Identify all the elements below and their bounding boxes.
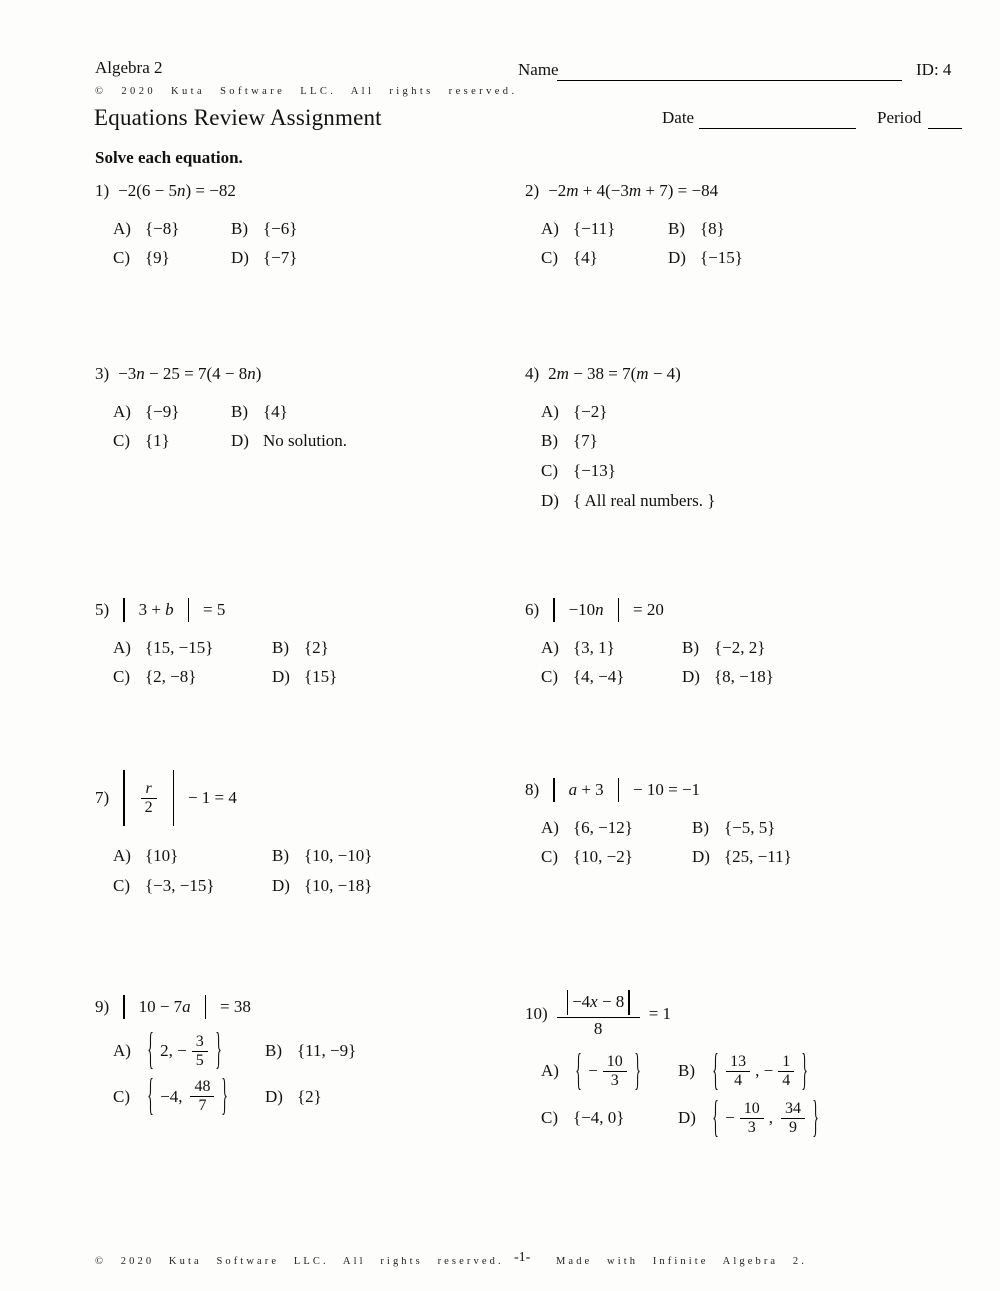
option-a: A) { − $\frac{10}{3}$ }: [541, 1053, 678, 1090]
page-title: Equations Review Assignment: [94, 105, 382, 130]
close-brace: }: [633, 1046, 641, 1096]
equation-text: −2(6 − 5n) = −82: [118, 181, 236, 200]
equation-suffix: = 1: [648, 1004, 672, 1024]
options: [541, 636, 775, 690]
problem-3-equation: [95, 362, 348, 387]
fraction: $\frac{13}{4}$: [726, 1053, 750, 1090]
problem-2: [525, 179, 744, 271]
option-d: D) { All real numbers. }: [541, 490, 716, 510]
option-d: D) {15}: [272, 667, 338, 687]
option-b: B) {−5, 5}: [692, 817, 776, 837]
period-line: [928, 106, 962, 129]
option-d: D) {−15}: [668, 248, 743, 268]
option-d: D) {−7}: [231, 248, 298, 268]
date-line: [699, 106, 856, 129]
equation-text: −2m + 4(−3m + 7) = −84: [548, 181, 719, 200]
footer-copyright: © 2020 Kuta Software LLC. All rights reserved.: [95, 1256, 504, 1267]
option-d: D) {10, −18}: [272, 875, 373, 895]
problem-number: 2): [525, 181, 540, 200]
equation-text: −10n: [568, 600, 604, 619]
problem-number: 1): [95, 181, 110, 200]
option-d: D) {8, −18}: [682, 667, 774, 687]
option-c: C) {−13}: [541, 460, 616, 480]
option-a: A) {10}: [113, 846, 179, 865]
option-b: B) {11, −9}: [265, 1040, 357, 1060]
options: [541, 217, 744, 271]
open-brace: {: [712, 1093, 719, 1143]
fraction: [141, 780, 157, 817]
problem-10: [525, 990, 822, 1143]
options: [113, 217, 298, 271]
option-a: A) {−8}: [113, 218, 180, 238]
fraction: $\frac{10}{3}$: [603, 1053, 627, 1090]
equation-text: 10 − 7a: [138, 997, 191, 1016]
problem-3: [95, 362, 348, 454]
problem-7-equation: [95, 770, 373, 826]
problem-number: 6): [525, 600, 540, 619]
abs-bar: [618, 778, 619, 802]
fraction: $\frac{1}{4}$: [778, 1053, 794, 1090]
option-c: C) {4, −4}: [541, 667, 625, 687]
fraction: $\frac{34}{9}$: [781, 1100, 805, 1137]
option-b: B) {10, −10}: [272, 846, 373, 865]
option-c: C) {2, −8}: [113, 667, 197, 687]
equation-text: 3 + b: [138, 600, 174, 619]
option-a: A) {−9}: [113, 401, 180, 421]
abs-bar: [553, 778, 554, 802]
problem-1-equation: [95, 179, 298, 204]
open-brace: {: [147, 1071, 154, 1121]
fraction: [557, 990, 640, 1039]
options: [541, 400, 716, 514]
problem-5-equation: [95, 598, 338, 623]
abs-bar: [173, 770, 174, 826]
problem-2-equation: [525, 179, 744, 204]
option-c: C) {−4, 0}: [541, 1108, 625, 1128]
numerator: r: [145, 779, 152, 797]
option-c: C) {−3, −15}: [113, 875, 215, 895]
page-number: -1-: [514, 1250, 531, 1265]
problem-5: [95, 598, 338, 690]
problem-7: [95, 770, 373, 898]
option-b: B) {−2, 2}: [682, 637, 766, 657]
option-d: D) No solution.: [231, 431, 348, 451]
option-c: C) {1}: [113, 431, 170, 451]
id-label: ID: 4: [916, 60, 952, 79]
abs-bar: [188, 598, 189, 622]
abs-bar: [205, 995, 206, 1019]
close-brace: }: [214, 1025, 222, 1076]
option-d: D) {25, −11}: [692, 847, 792, 867]
open-brace: {: [712, 1046, 719, 1096]
problem-number: 7): [95, 787, 110, 807]
problem-6: [525, 598, 775, 690]
open-brace: {: [575, 1046, 582, 1096]
option-c: C) {10, −2}: [541, 847, 633, 867]
abs-bar: [628, 990, 629, 1015]
equation-suffix: = 38: [220, 997, 251, 1016]
problem-number: 8): [525, 780, 540, 799]
option-a: A) {6, −12}: [541, 817, 633, 837]
close-brace: }: [221, 1071, 229, 1121]
option-a: A) {3, 1}: [541, 637, 615, 657]
problem-number: 5): [95, 600, 110, 619]
abs-bar: [553, 598, 554, 622]
problem-9: [95, 995, 357, 1121]
problem-6-equation: [525, 598, 775, 623]
equation-suffix: − 1 = 4: [187, 787, 237, 807]
problem-9-equation: [95, 995, 357, 1020]
course-label: Algebra 2: [95, 58, 163, 77]
abs-bar: [123, 598, 124, 622]
problem-4: [525, 362, 716, 513]
denominator: 2: [141, 798, 157, 817]
problem-number: 10): [525, 1004, 548, 1024]
option-b: B) {−6}: [231, 218, 298, 238]
problem-number: 3): [95, 364, 110, 383]
problem-number: 4): [525, 364, 540, 383]
problem-10-equation: [525, 990, 822, 1039]
equation-suffix: = 5: [203, 600, 226, 619]
date-label: Date: [662, 108, 695, 127]
options: [113, 636, 338, 690]
options: [113, 844, 373, 898]
numerator: −4x − 8: [557, 990, 640, 1017]
equation-text: a + 3: [568, 780, 604, 799]
footer-made-with: Made with Infinite Algebra 2.: [556, 1256, 807, 1267]
options: [113, 1025, 357, 1121]
option-b: B) {8}: [668, 218, 725, 238]
name-line: [557, 58, 902, 81]
problem-number: 9): [95, 997, 110, 1016]
option-a: A) { 2, − $\frac{3}{5}$ }: [113, 1033, 265, 1070]
option-b: B) {7}: [541, 431, 598, 451]
fraction: $\frac{10}{3}$: [740, 1100, 764, 1137]
problem-8-equation: [525, 778, 793, 803]
abs-bar: [123, 770, 124, 826]
abs-bar: [123, 995, 124, 1019]
option-c: C) {9}: [113, 248, 170, 268]
copyright-top: © 2020 Kuta Software LLC. All rights reserved.: [95, 86, 518, 97]
option-d: D) { − $\frac{10}{3}$ , $\frac{34}{9}$ }: [678, 1100, 822, 1137]
option-b: B) { $\frac{13}{4}$ , − $\frac{1}{4}$ }: [678, 1053, 822, 1090]
equation-text: 2m − 38 = 7(m − 4): [548, 364, 681, 383]
name-label: Name: [518, 60, 559, 79]
equation-suffix: = 20: [633, 600, 664, 619]
abs-bar: [618, 598, 619, 622]
option-b: B) {4}: [231, 401, 288, 421]
options: [541, 1046, 822, 1143]
option-c: C) { −4, $\frac{48}{7}$ }: [113, 1078, 265, 1115]
option-b: B) {2}: [272, 637, 329, 657]
period-label: Period: [877, 108, 922, 127]
equation-text: −3n − 25 = 7(4 − 8n): [118, 364, 262, 383]
option-a: A) {15, −15}: [113, 637, 214, 657]
close-brace: }: [812, 1093, 819, 1143]
abs-bar: [567, 990, 568, 1015]
problem-1: [95, 179, 298, 271]
problem-4-equation: [525, 362, 716, 387]
option-a: A) {−2}: [541, 401, 608, 421]
denominator: 8: [557, 1017, 640, 1039]
options: [541, 816, 793, 870]
option-a: A) {−11}: [541, 218, 616, 238]
option-d: D) {2}: [265, 1086, 322, 1106]
fraction: $\frac{48}{7}$: [190, 1078, 214, 1115]
fraction: $\frac{3}{5}$: [192, 1033, 208, 1070]
close-brace: }: [801, 1046, 809, 1096]
option-c: C) {4}: [541, 248, 598, 268]
problem-8: [525, 778, 793, 870]
options: [113, 400, 348, 454]
instructions: Solve each equation.: [95, 148, 243, 167]
equation-suffix: − 10 = −1: [633, 780, 701, 799]
open-brace: {: [147, 1025, 154, 1076]
